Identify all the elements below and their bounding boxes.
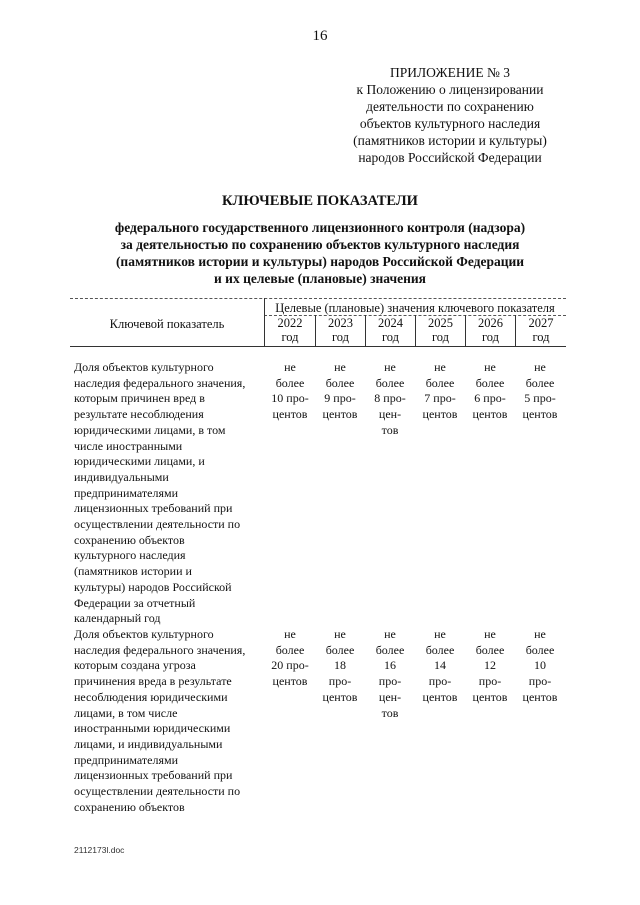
value-line: тов — [381, 422, 399, 437]
value-line: 7 про- — [424, 391, 456, 406]
indicator-line: наследия федерального значения, — [74, 375, 246, 390]
indicator-line: лицами, и индивидуальными — [74, 736, 223, 751]
target-value-cell — [317, 360, 363, 423]
targets-column-header: Целевые (плановые) значения ключевого показателя — [275, 301, 555, 315]
value-line: центов — [522, 407, 558, 422]
value-line: 14 — [434, 658, 446, 673]
value-line: центов — [422, 407, 458, 422]
indicator-line: индивидуальными — [74, 469, 169, 484]
value-line: не — [284, 360, 296, 374]
appendix-line: народов Российской Федерации — [358, 150, 542, 165]
value-line: центов — [322, 689, 358, 704]
value-line: не — [534, 627, 546, 641]
value-line: 18 — [334, 658, 346, 673]
indicator-text — [74, 360, 274, 627]
year-unit: год — [331, 330, 350, 344]
indicator-line: которым создана угроза — [74, 658, 196, 673]
value-line: центов — [272, 407, 308, 422]
year-unit: год — [431, 330, 450, 344]
target-value-cell — [267, 627, 313, 690]
target-value-cell — [317, 627, 363, 706]
year-header — [265, 316, 315, 344]
value-line: 10 — [534, 658, 546, 673]
target-value-cell — [417, 360, 463, 423]
target-value-cell — [467, 360, 513, 423]
value-line: более — [525, 375, 555, 390]
value-line: центов — [472, 689, 508, 704]
value-line: не — [384, 627, 396, 641]
indicator-line: иностранными юридическими — [74, 721, 231, 736]
value-line: 16 — [384, 658, 396, 673]
appendix-line: ПРИЛОЖЕНИЕ № 3 — [389, 65, 511, 80]
target-value-cell — [517, 627, 563, 706]
table-top-rule — [70, 298, 566, 299]
indicator-line: лицензионных требований при — [74, 768, 233, 783]
year-label: 2024 — [378, 316, 403, 330]
value-line: не — [384, 360, 396, 374]
value-line: не — [434, 360, 446, 374]
indicator-line: культурного наследия — [74, 548, 186, 563]
value-line: про- — [428, 674, 452, 689]
value-line: 5 про- — [524, 391, 556, 406]
indicator-line: наследия федерального значения, — [74, 642, 246, 657]
value-line: про- — [478, 674, 502, 689]
value-line: более — [425, 375, 455, 390]
value-line: более — [425, 642, 455, 657]
year-unit: год — [481, 330, 500, 344]
year-header — [316, 316, 365, 344]
value-line: 20 про- — [271, 658, 309, 673]
value-line: 6 про- — [474, 391, 506, 406]
value-line: центов — [472, 407, 508, 422]
value-line: центов — [322, 407, 358, 422]
subtitle-line: (памятников истории и культуры) народов Российской Федерации — [115, 254, 525, 269]
value-line: более — [475, 375, 505, 390]
value-line: 8 про- — [374, 391, 406, 406]
indicator-line: (памятников истории и — [74, 564, 192, 579]
value-line: тов — [381, 705, 399, 720]
indicator-line: культуры) народов Российской — [74, 579, 232, 594]
target-value-cell — [417, 627, 463, 706]
target-value-cell — [517, 360, 563, 423]
year-label: 2025 — [428, 316, 453, 330]
indicator-line: юридическими лицами, и — [74, 454, 205, 469]
year-label: 2026 — [478, 316, 503, 330]
year-header — [516, 316, 566, 344]
indicator-line: Доля объектов культурного — [74, 627, 214, 641]
target-value-cell — [467, 627, 513, 706]
header-bottom-rule — [70, 346, 566, 347]
target-value-cell — [367, 627, 413, 721]
appendix-heading — [320, 64, 580, 166]
value-line: более — [375, 375, 405, 390]
target-value-cell — [267, 360, 313, 423]
document-title: КЛЮЧЕВЫЕ ПОКАЗАТЕЛИ — [222, 193, 418, 209]
indicator-line: календарный год — [74, 611, 161, 626]
year-unit: год — [532, 330, 550, 344]
indicator-line: предпринимателями — [74, 752, 179, 767]
value-line: не — [434, 627, 446, 641]
page-number: 16 — [312, 28, 328, 44]
value-line: 12 — [484, 658, 496, 673]
indicator-line: осуществлении деятельности по — [74, 784, 241, 799]
value-line: не — [484, 627, 496, 641]
value-line: более — [325, 375, 355, 390]
indicator-line: лицами, в том числе — [74, 705, 178, 720]
value-line: про- — [528, 674, 552, 689]
value-line: более — [525, 642, 555, 657]
subtitle-line: за деятельностью по сохранению объектов культурного наследия — [120, 237, 520, 252]
value-line: не — [334, 360, 346, 374]
indicator-line: результате несоблюдения — [74, 407, 204, 422]
value-line: цен- — [378, 407, 402, 422]
indicator-line: числе иностранными — [74, 438, 183, 453]
subtitle-line: федерального государственного лицензионного контроля (надзора) — [114, 220, 526, 235]
value-line: центов — [522, 689, 558, 704]
indicator-line: сохранению объектов — [74, 532, 185, 547]
value-line: центов — [422, 689, 458, 704]
year-label: 2027 — [528, 316, 554, 330]
file-name-footer: 2112173l.doc — [74, 845, 125, 855]
indicator-line: Доля объектов культурного — [74, 360, 214, 374]
value-line: более — [275, 642, 305, 657]
value-line: про- — [328, 674, 352, 689]
indicator-line: Федерации за отчетный — [74, 595, 196, 610]
value-line: более — [275, 375, 305, 390]
value-line: цен- — [378, 689, 402, 704]
subtitle-line: и их целевые (плановые) значения — [214, 271, 426, 286]
indicator-line: предпринимателями — [74, 485, 179, 500]
year-header — [466, 316, 515, 344]
appendix-line: к Положению о лицензировании — [356, 82, 544, 97]
value-line: центов — [272, 674, 308, 689]
indicator-line: юридическими лицами, в том — [74, 422, 226, 437]
year-label: 2022 — [277, 316, 303, 330]
value-line: не — [334, 627, 346, 641]
indicator-line: сохранению объектов — [74, 799, 185, 814]
indicator-column-header: Ключевой показатель — [109, 317, 225, 331]
value-line: не — [284, 627, 296, 641]
value-line: более — [475, 642, 505, 657]
appendix-line: объектов культурного наследия — [359, 116, 541, 131]
value-line: про- — [378, 674, 402, 689]
year-header — [416, 316, 465, 344]
year-unit: год — [381, 330, 400, 344]
document-subtitle — [60, 219, 580, 287]
target-value-cell — [367, 360, 413, 439]
appendix-line: (памятников истории и культуры) — [353, 133, 547, 148]
indicator-line: осуществлении деятельности по — [74, 517, 241, 532]
value-line: более — [325, 642, 355, 657]
indicator-line: которым причинен вред в — [74, 391, 205, 406]
indicator-text — [74, 627, 274, 815]
year-unit: год — [281, 330, 299, 344]
value-line: более — [375, 642, 405, 657]
value-line: не — [484, 360, 496, 374]
indicator-line: несоблюдения юридическими — [74, 689, 228, 704]
indicator-line: причинения вреда в результате — [74, 674, 232, 689]
value-line: 10 про- — [271, 391, 309, 406]
indicator-line: лицензионных требований при — [74, 501, 233, 516]
appendix-line: деятельности по сохранению — [366, 99, 534, 114]
year-header — [366, 316, 415, 344]
year-label: 2023 — [328, 316, 353, 330]
value-line: 9 про- — [324, 391, 356, 406]
value-line: не — [534, 360, 546, 374]
